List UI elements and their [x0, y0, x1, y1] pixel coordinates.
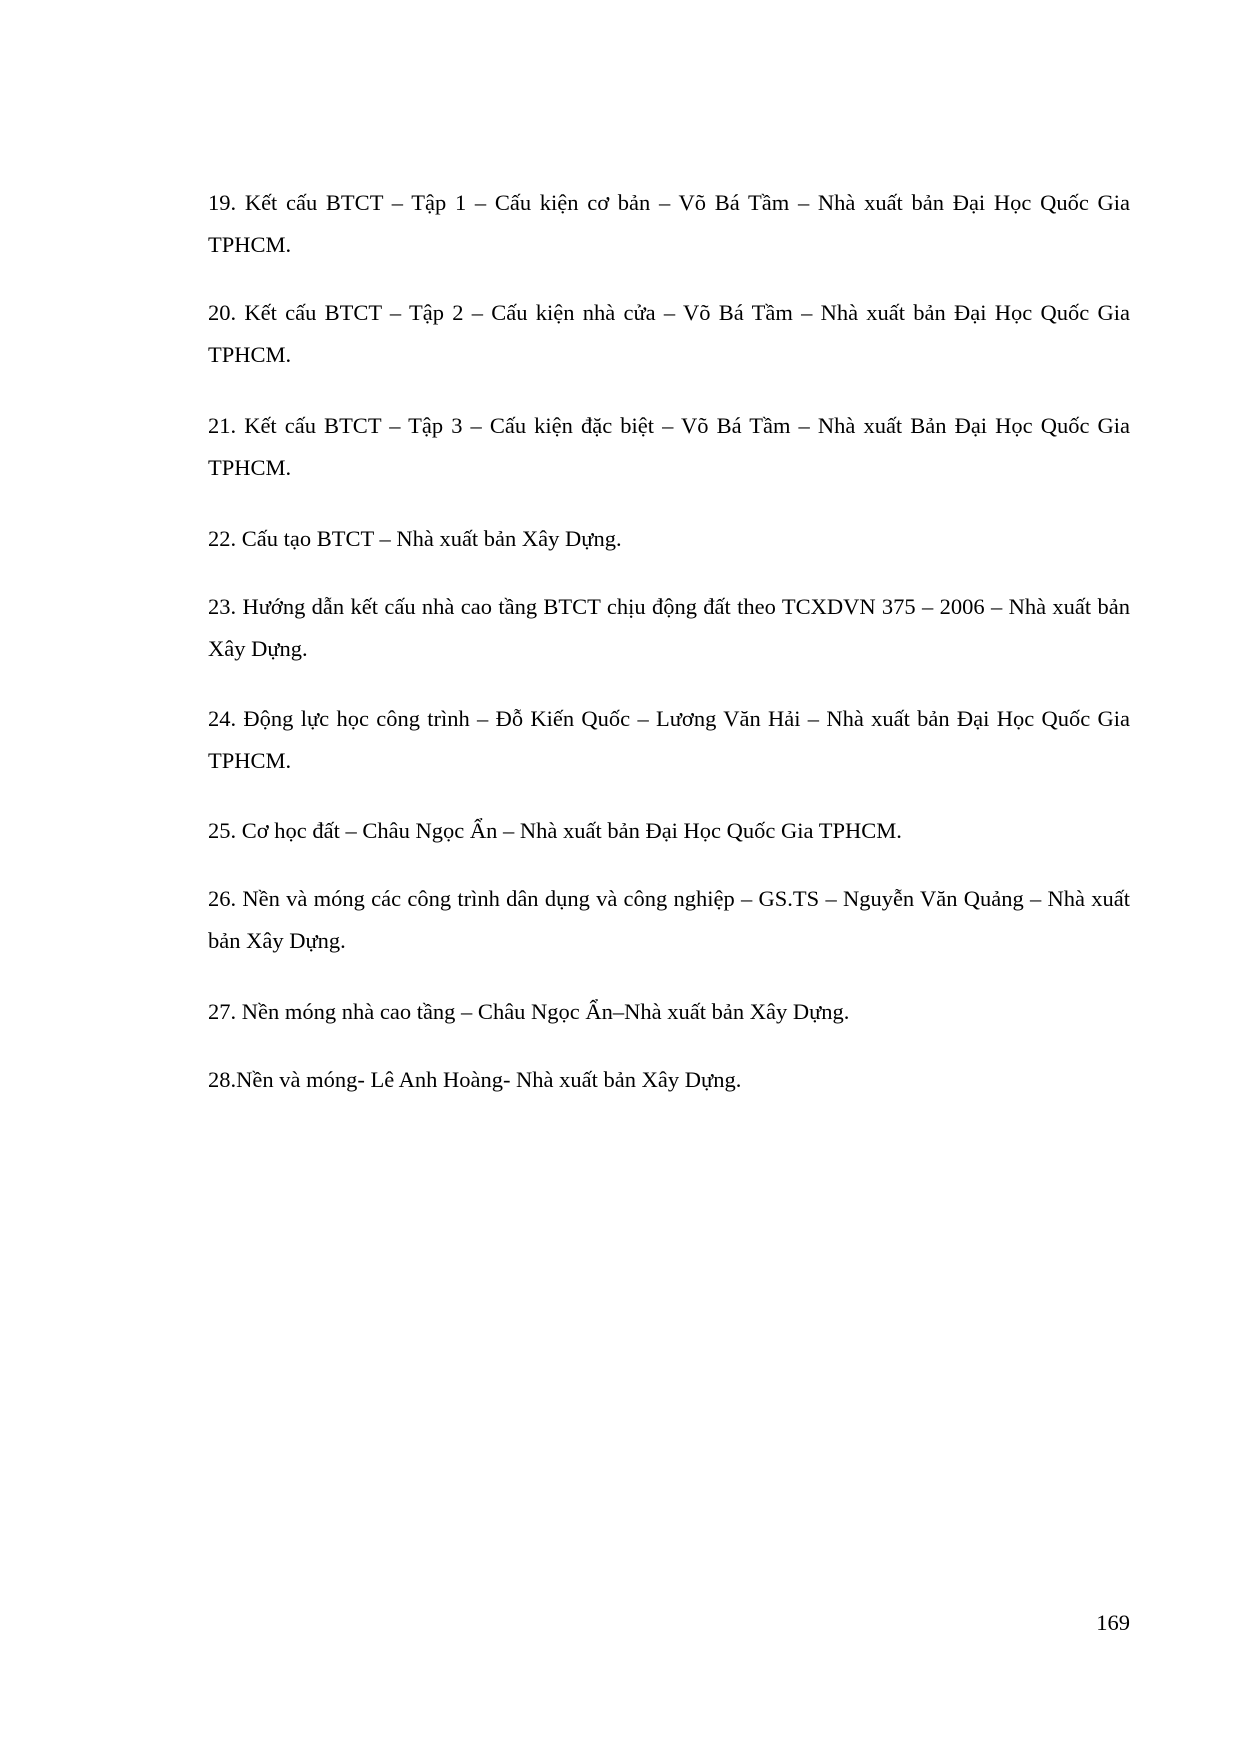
reference-item: 27. Nền móng nhà cao tầng – Châu Ngọc Ẩn–Nhà xuất bản Xây Dựng. [208, 999, 850, 1024]
page-number: 169 [1096, 1610, 1130, 1635]
reference-item: 22. Cấu tạo BTCT – Nhà xuất bản Xây Dựng. [208, 526, 622, 551]
reference-item: 21. Kết cấu BTCT – Tập 3 – Cấu kiện đặc biệt – Võ Bá Tầm – Nhà xuất Bản Đại Học Quốc Gia TPHCM. [208, 413, 1130, 480]
reference-item: 23. Hướng dẫn kết cấu nhà cao tầng BTCT chịu động đất theo TCXDVN 375 – 2006 – Nhà xuất bản Xây Dựng. [208, 594, 1130, 661]
reference-item: 24. Động lực học công trình – Đỗ Kiến Quốc – Lương Văn Hải – Nhà xuất bản Đại Học Quốc Gia TPHCM. [208, 706, 1130, 773]
reference-item: 25. Cơ học đất – Châu Ngọc Ẩn – Nhà xuất bản Đại Học Quốc Gia TPHCM. [208, 818, 902, 843]
reference-item: 26. Nền và móng các công trình dân dụng và công nghiệp – GS.TS – Nguyễn Văn Quảng – Nhà xuất bản Xây Dựng. [208, 886, 1130, 953]
reference-item: 19. Kết cấu BTCT – Tập 1 – Cấu kiện cơ bản – Võ Bá Tầm – Nhà xuất bản Đại Học Quốc Gia TPHCM. [208, 190, 1130, 257]
reference-item: 28.Nền và móng- Lê Anh Hoàng- Nhà xuất bản Xây Dựng. [208, 1067, 742, 1092]
reference-item: 20. Kết cấu BTCT – Tập 2 – Cấu kiện nhà cửa – Võ Bá Tầm – Nhà xuất bản Đại Học Quốc Gia TPHCM. [208, 300, 1130, 367]
